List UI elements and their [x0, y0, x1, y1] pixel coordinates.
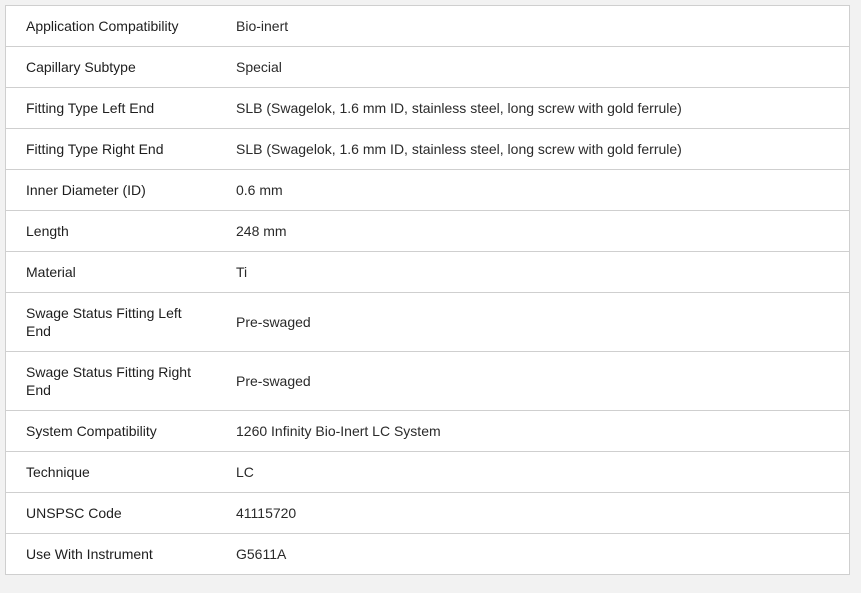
spec-label: UNSPSC Code — [6, 493, 217, 534]
spec-value: 41115720 — [216, 493, 850, 534]
spec-value: 0.6 mm — [216, 170, 850, 211]
spec-value: 1260 Infinity Bio-Inert LC System — [216, 411, 850, 452]
spec-value: Bio-inert — [216, 6, 850, 47]
spec-row-unspsc-code — [6, 493, 850, 534]
spec-row-application-compatibility — [6, 6, 850, 47]
spec-label: Inner Diameter (ID) — [6, 170, 217, 211]
spec-value: G5611A — [216, 534, 850, 575]
spec-label: Capillary Subtype — [6, 47, 217, 88]
spec-label: Technique — [6, 452, 217, 493]
spec-value: Ti — [216, 252, 850, 293]
spec-row-fitting-type-right-end — [6, 129, 850, 170]
spec-row-material — [6, 252, 850, 293]
spec-row-inner-diameter — [6, 170, 850, 211]
spec-row-swage-status-left-end — [6, 293, 850, 352]
spec-label: Fitting Type Right End — [6, 129, 217, 170]
spec-row-swage-status-right-end — [6, 352, 850, 411]
spec-value: SLB (Swagelok, 1.6 mm ID, stainless steel, long screw with gold ferrule) — [216, 88, 850, 129]
spec-label: Swage Status Fitting Right End — [6, 352, 217, 411]
spec-row-use-with-instrument — [6, 534, 850, 575]
spec-row-capillary-subtype — [6, 47, 850, 88]
spec-value: Pre-swaged — [216, 352, 850, 411]
spec-label: Swage Status Fitting Left End — [6, 293, 217, 352]
spec-label: Fitting Type Left End — [6, 88, 217, 129]
spec-value: SLB (Swagelok, 1.6 mm ID, stainless steel, long screw with gold ferrule) — [216, 129, 850, 170]
spec-row-fitting-type-left-end — [6, 88, 850, 129]
spec-value: 248 mm — [216, 211, 850, 252]
spec-row-system-compatibility — [6, 411, 850, 452]
spec-label: Use With Instrument — [6, 534, 217, 575]
spec-value: LC — [216, 452, 850, 493]
spec-label: System Compatibility — [6, 411, 217, 452]
specifications-table — [5, 5, 850, 575]
spec-row-length — [6, 211, 850, 252]
spec-value: Special — [216, 47, 850, 88]
spec-value: Pre-swaged — [216, 293, 850, 352]
spec-label: Length — [6, 211, 217, 252]
spec-label: Application Compatibility — [6, 6, 217, 47]
spec-row-technique — [6, 452, 850, 493]
spec-label: Material — [6, 252, 217, 293]
